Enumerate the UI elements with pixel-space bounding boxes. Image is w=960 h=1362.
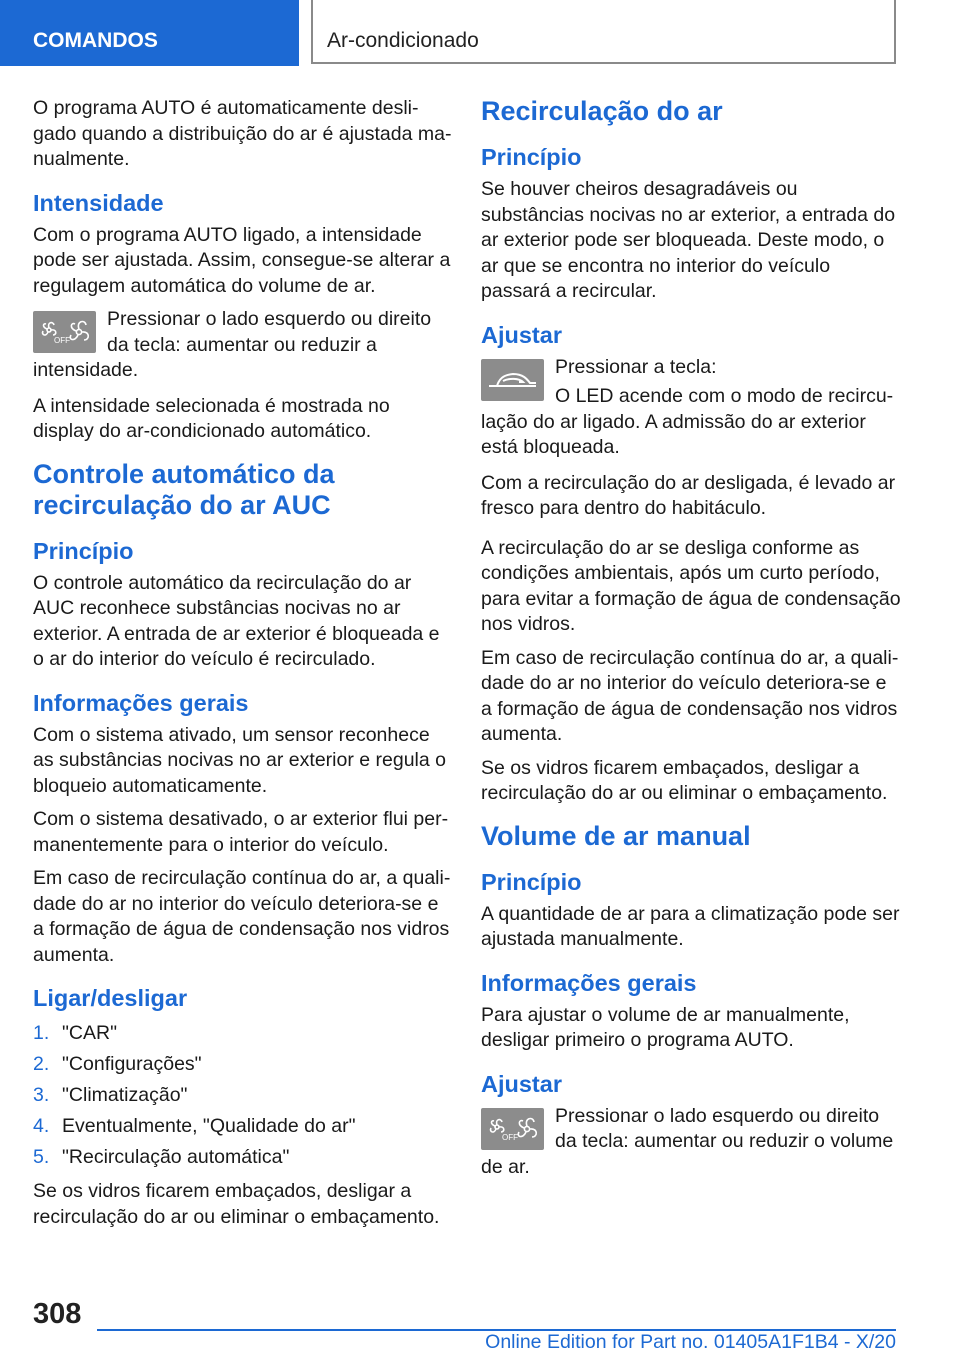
step-text: "Recirculação automática" (62, 1146, 290, 1168)
heading-recirc-principio: Princípio (481, 144, 582, 170)
ligar-steps-list (33, 1018, 453, 1173)
section-tab: COMANDOS (0, 0, 299, 66)
chapter-title: Ar-condicionado (311, 0, 896, 64)
fan-volume-key-icon (481, 1108, 544, 1150)
recirc-p1: Com a recirculação do ar desligada, é levado ar fresco para dentro do habitáculo. (481, 471, 896, 519)
step-number: 1. (33, 1022, 50, 1044)
edition-text: Online Edition for Part no. 01405A1F1B4 - X/20 (485, 1331, 896, 1353)
fan-intensity-key-icon (33, 311, 96, 353)
air-recirculation-key-icon (481, 359, 544, 401)
step-number: 5. (33, 1146, 50, 1168)
step-number: 3. (33, 1084, 50, 1106)
list-item (33, 1080, 453, 1111)
recirc-p4: Se os vidros ficarem embaçados, desligar a recirculação do ar ou eliminar o embaçamento. (481, 756, 888, 804)
list-item (33, 1018, 453, 1049)
intensidade-icon-text: Pressionar o lado esquerdo ou direito da tecla: aumentar ou reduzir a intensidade. (33, 308, 432, 381)
volume-key-instruction (481, 1104, 901, 1181)
list-item (33, 1142, 453, 1173)
volume-info-text: Para ajustar o volume de ar manualmente, desligar primeiro o programa AUTO. (481, 1003, 850, 1051)
heading-ligar-desligar: Ligar/desligar (33, 985, 188, 1011)
recirc-p2: A recirculação do ar se desliga conforme as condições ambientais, após um curto período, para evitar a formação de água de condensação nos vidros. (481, 536, 901, 635)
auc-info-p1: Com o sistema ativado, um sensor reconhece as substâncias nocivas no ar exterior e regula o bloqueio automaticamente. (33, 723, 446, 797)
intensidade-key-instruction (33, 307, 453, 384)
volume-icon-text: Pressionar o lado esquerdo ou direito da tecla: aumentar ou reduzir o volume de ar. (481, 1104, 894, 1178)
heading-volume-manual: Volume de ar manual (481, 820, 751, 851)
heading-auc-principio: Princípio (33, 537, 134, 564)
page-footer (0, 1290, 960, 1362)
heading-volume-ajustar: Ajustar (481, 1070, 562, 1097)
heading-auc-info: Informações gerais (33, 689, 249, 716)
step-text: "Climatização" (62, 1084, 188, 1106)
recirc-principio-text: Se houver cheiros desagradáveis ou substâncias nocivas no ar exterior, a entrada do ar exterior pode ser bloqueada. Deste modo, o ar que se encontra no interior do veículo passará a recircular. (481, 178, 896, 302)
auc-principio-text: O controle automático da recirculação do ar AUC reconhece substâncias nocivas no ar exterior. A entrada de ar exterior é bloqueada e o ar do interior do veículo é recirculado. (33, 571, 440, 670)
off-label: OFF (502, 1132, 518, 1142)
step-number: 2. (33, 1053, 50, 1075)
heading-intensidade: Intensidade (33, 189, 164, 216)
step-text: Eventualmente, "Qualidade do ar" (62, 1115, 356, 1137)
intensidade-display-text: A intensidade selecionada é mostrada no display do ar-condicionado automático. (33, 394, 390, 442)
heading-recirculacao: Recirculação do ar (481, 96, 723, 126)
step-text: "CAR" (62, 1022, 118, 1044)
heading-recirc-ajustar: Ajustar (481, 321, 562, 348)
left-column (33, 96, 453, 1238)
volume-principio-text: A quantidade de ar para a climatização pode ser ajustada manualmente. (481, 902, 900, 950)
recirc-key-instruction (481, 355, 901, 461)
recirc-icon-text1: Pressionar a tecla: (555, 355, 717, 378)
list-item (33, 1049, 453, 1080)
right-column (481, 96, 901, 1190)
page-number: 308 (33, 1298, 82, 1330)
heading-volume-principio: Princípio (481, 868, 582, 895)
step-number: 4. (33, 1115, 50, 1137)
intro-paragraph: O programa AUTO é automaticamente desligado quando a distribuição do ar é ajustada manualmente. (33, 97, 452, 170)
off-label: OFF (54, 336, 70, 345)
recirc-p3: Em caso de recirculação contínua do ar, a qualidade do ar no interior do veículo deteriora-se e a formação de água de condensação nos vidros aumenta. (481, 646, 899, 745)
heading-auc: Controle automático da recirculação do ar AUC (33, 458, 335, 520)
recirc-icon-text2: O LED acende com o modo de recirculação do ar ligado. A admissão do ar exterior está bloqueada. (481, 385, 894, 458)
auc-info-p2: Com o sistema desativado, o ar exterior flui permanentemente para o interior do veículo. (33, 808, 449, 856)
list-item (33, 1111, 453, 1142)
heading-volume-info: Informações gerais (481, 969, 697, 996)
intensidade-text: Com o programa AUTO ligado, a intensidade pode ser ajustada. Assim, consegue-se alterar a regulagem automática do volume de ar. (33, 223, 451, 297)
auc-info-p3: Em caso de recirculação contínua do ar, a qualidade do ar no interior do veículo deteriora-se e a formação de água de condensação nos vidros aumenta. (33, 867, 451, 966)
step-text: "Configurações" (62, 1053, 202, 1075)
ligar-note: Se os vidros ficarem embaçados, desligar a recirculação do ar ou eliminar o embaçamento. (33, 1180, 440, 1228)
page-header (0, 0, 960, 66)
